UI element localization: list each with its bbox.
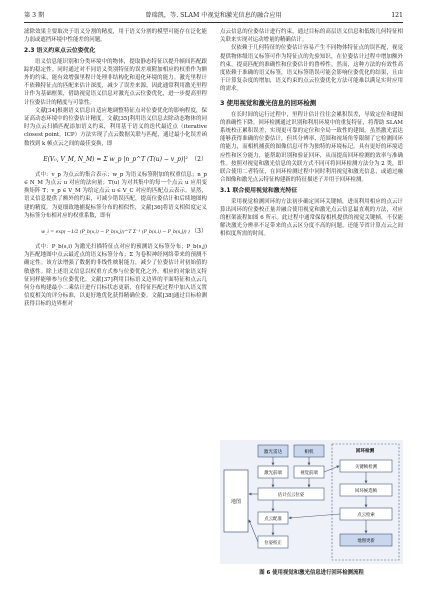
- subsection-heading: 3.1 联合使用视觉和激光特征: [220, 188, 298, 195]
- issue-number: 第 3 期: [24, 12, 45, 19]
- paragraph: 点云信息的位姿估计进行约束，通过目标的高层语义信息和低级几何特征相关联来实现对运动增量的精确估计。: [220, 29, 403, 44]
- running-title: 曾瑞凯，等. SLAM 中视觉和激光信息的融合应用: [145, 12, 282, 19]
- paragraph: 语义信息能识别和分类环境中的物体，提取静态特征以提升帧间匹配跟踪的稳定性。同时通过对不同语义类别特征的误差项附加相应的权重作为额外的约束，能有效增强里程计处理非结构化和退化环境的能力。激光里程计不依赖特征点的匹配来估计深度，减少了误差来源，因此通常利用激光里程计作为基础框架，借助视觉语义信息对激光点云位姿优化，进一步提高里程计位姿估计的精度与可靠性。: [24, 58, 207, 106]
- page-number: 121: [391, 12, 403, 19]
- lidar-label: 激光雷达: [263, 450, 283, 455]
- pose-correction-label: 位姿校正: [264, 541, 282, 546]
- visual-frontend-label: 视觉前端: [300, 471, 318, 476]
- equation-2: [24, 152, 207, 167]
- pointcloud-search-label: 点云检索: [357, 513, 375, 518]
- loop-closure-flowchart: [220, 440, 403, 564]
- paragraph: 式中：P_b(s,i) 为激光扫描特征点对应的预测语义标签分布；P_b(s,j) 为匹配地图中点云最近点的语义标签分布；Σ 为卷积神经网络带来的预测不确定性。该方法增强了数据的非线性映射能力，减少了位姿估计对初始值的敏感性。除上述语义信息以权重方式参与位姿优化之外，相应的对象语义特征同样能够参与位姿优化。文献[37]利用目标语义边界的平面特征和点云几何分布构建最小二乘估计进行目标状态更新，在特征匹配过程中加入语义置信度相关的评分标准，以更好地优化获得精确位姿。文献[38]通过目标检测获得目标的边界框对: [24, 244, 207, 308]
- equation-3: [24, 224, 207, 239]
- section-heading: 3 使用视觉和激光信息的回环检测: [220, 98, 317, 107]
- equation-number: （2）: [191, 155, 207, 163]
- pose-estimation-label: 估计点云位姿: [277, 493, 305, 498]
- paragraph: 文献[34]根据语义信息自适应地调整特征点对位姿优化的影响程度，保证高动态环境中的位姿估计精度。文献[35]利用语义信息去除动态物体的同时为点云扫描匹配添加语义约束，利用基于语义的迭代最近点（iterative closest point，ICP）方法实现了点云数据关联与匹配，通过最小化误差函数找到 k 帧点云之间的最佳变换，即: [24, 107, 207, 147]
- equation-number: （3）: [191, 228, 207, 236]
- running-header: [24, 10, 403, 23]
- paragraph: 式中：v_p 为点云的集合表示；w_p 为语义标签附加的权重信息；n_p ∈ N_M 为点云 u 对应的法向量；T(u) 为对其集中的每一个点云 u 应用变换矩阵 T；v_p ∈ V_M 为给定点云 u ∈ V_C 对应的匹配点云表示。显然，语义信息提供了额外的约束，可减少错误匹配，提高位姿估计和后续地图构建的精度。为更细致地捕捉标签分布的相似性，文献[36]将语义相似度定义为标签分布相对应的权重系数，即有: [24, 171, 207, 219]
- figure-caption: 图 6 使用视觉和激光信息进行回环检测流程: [259, 570, 364, 576]
- right-column: [220, 28, 403, 239]
- equation-body: E(V₀, V_M, N_M) = Σ w_p |n_p^T (T(u) − v_p)|²: [43, 155, 188, 163]
- equation-body: w_i = exp( −1/2 (P_b(s,i) − P_b(s,j))^T Σ⁻¹ (P_b(s,i) − P_b(s,j)) ): [41, 230, 190, 236]
- paragraph: 滤除效果主要取决于语义分割的精度，用于语义分割的模型可能存在泛化能力弱或遮挡环境中性能差的问题。: [24, 29, 207, 44]
- loop-detection-label: 回环检测: [355, 449, 375, 454]
- map-label: 地图: [230, 499, 242, 505]
- keyframe-detect-label: 关键帧检测: [355, 465, 377, 470]
- figure-6: [220, 440, 403, 564]
- paragraph: 仅依赖于几何特征的位姿估计容易产生不同物体特征点的误匹配，视觉提供物体级语义标签可作为特征点的先验知识，在位姿估计过程中增加额外约束，提高匹配的准确性和位姿估计的鲁棒性。然而，这种方法的有效性高度依赖于准确的语义标签，语义标签错误可能会影响位姿优化的结果，且由于计算复杂度的增加，语义约束的点云位姿优化方法可能难以满足实时应用的需求。: [220, 45, 403, 93]
- camera-label: 相机: [304, 450, 314, 455]
- paragraph: 采用视觉检测回环的方法初步确定回环关键帧，进而利用相应的点云计算出回环的位姿校正量并融合使用视觉和激光点云信息最直观的方法，对应的框架流程如图 6 所示。此过程中通常保留相机提供的视觉关键帧，不仅能解决激光分辨率不足带来的点云区分度不高的问题，还能节省计算点云之间相似度所需的时间。: [220, 198, 403, 238]
- section-heading: 2.3 语义约束点云位姿优化: [24, 48, 96, 55]
- pointcloud-registration-label: 点云配准: [264, 517, 282, 522]
- left-column: [24, 28, 207, 309]
- paragraph: 在长时间的运行过程中，里程计估计往往会累积误差，导致定位和建图的准确性下降。回环检测通过识别和利用环境中的重复特征，将帮助 SLAM 系统校正累积误差，实现更可靠的定位和全局一致性的建图。虽然激光雷达能够获得准确的位姿估计，但其分辨率、范围和视场角等限制了它检测回环的能力，而相机捕获的图像信息可作为独特的环境标记，具有更好的环境适应性和区分能力，能帮助识别和验证回环，从而提高回环检测的效率与准确性。按照对视觉和激光信息的关联方式不同可将回环检测方法分为 2 类，即联合使用二者特征，在回环检测过程中同时利用视觉和激光信息，或通过融合图像和激光点云特征构建新的特征描述子并用于回环检测。: [220, 111, 403, 184]
- map-update-label: 地图更新: [357, 539, 375, 544]
- lidar-frontend-label: 激光前端: [264, 471, 282, 476]
- loop-candidates-label: 回环候选帧: [355, 489, 377, 494]
